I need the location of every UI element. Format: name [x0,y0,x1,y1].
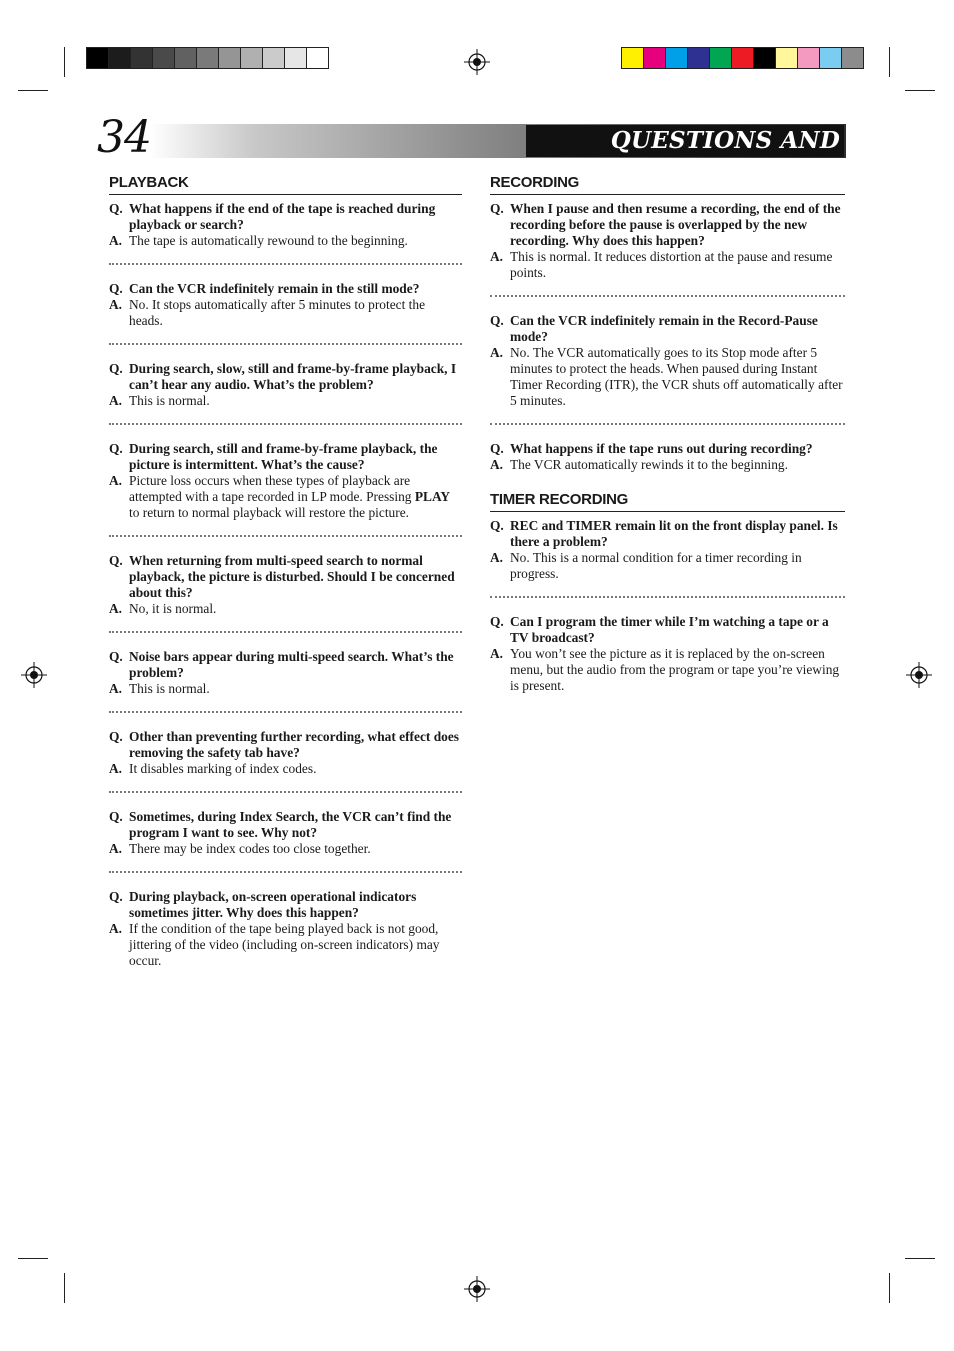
crop-mark [905,1258,935,1259]
question-text: What happens if the end of the tape is reached during playback or search? [129,201,436,232]
question-text: REC and TIMER remain lit on the front display panel. Is there a problem? [510,518,838,549]
question-text: Sometimes, during Index Search, the VCR can’t find the program I want to see. Why not? [129,809,452,840]
q-label: Q. [490,201,504,216]
gray-swatch [131,48,153,68]
crop-mark [889,1273,890,1303]
q-label: Q. [490,518,504,533]
qa-item [109,729,462,777]
question-text: Can the VCR indefinitely remain in the Record-Pause mode? [510,313,818,344]
answer-text: This is normal. [129,393,210,408]
color-swatch [622,48,644,68]
section-heading-playback: PLAYBACK [109,174,462,195]
question-text: During playback, on-screen operational indicators sometimes jitter. Why does this happen? [129,889,417,920]
gray-swatch [175,48,197,68]
answer-text: No. This is a normal condition for a timer recording in progress. [510,550,802,581]
a-label: A. [490,345,504,360]
answer-text: You won’t see the picture as it is replaced by the on-screen menu, but the audio from the program or tape you’re viewing is present. [510,646,840,693]
page-number: 34 [97,112,151,163]
dotted-divider [109,631,462,633]
a-label: A. [109,297,123,312]
a-label: A. [109,921,123,936]
gray-swatch [109,48,131,68]
q-label: Q. [109,441,123,456]
dotted-divider [109,871,462,873]
registration-mark-icon [464,1276,490,1302]
qa-item [490,441,845,473]
qa-item [109,361,462,409]
color-swatch [732,48,754,68]
gray-swatch [241,48,263,68]
q-label: Q. [109,729,123,744]
dotted-divider [109,791,462,793]
gray-swatch [197,48,219,68]
crop-mark [18,1258,48,1259]
answer-text: No. It stops automatically after 5 minutes to protect the heads. [129,297,426,328]
q-label: Q. [109,281,123,296]
a-label: A. [490,457,504,472]
q-label: Q. [109,809,123,824]
a-label: A. [109,681,123,696]
answer-text: The tape is automatically rewound to the beginning. [129,233,408,248]
page-title: QUESTIONS AND ANSWERS [526,125,844,157]
dotted-divider [490,295,845,297]
answer-text-part: to return to normal playback will restore the picture. [129,505,409,520]
color-swatch [666,48,688,68]
dotted-divider [109,535,462,537]
question-text: When returning from multi-speed search to normal playback, the picture is disturbed. Should I be concerned about this? [129,553,455,600]
dotted-divider [109,263,462,265]
color-swatch [710,48,732,68]
q-label: Q. [490,313,504,328]
registration-mark-icon [906,662,932,688]
play-button-name: PLAY [414,489,451,504]
gray-swatch [263,48,285,68]
qa-item [109,441,462,521]
crop-mark [18,90,48,91]
qa-item [490,201,845,281]
section-heading-recording: RECORDING [490,174,845,195]
qa-item [109,809,462,857]
a-label: A. [490,249,504,264]
color-swatch [776,48,798,68]
answer-text: The VCR automatically rewinds it to the beginning. [510,457,788,472]
question-text: Can I program the timer while I’m watching a tape or a TV broadcast? [510,614,829,645]
question-text: When I pause and then resume a recording, the end of the recording before the pause is overlapped by the new recording. Why does this happen? [510,201,841,248]
crop-mark [889,47,890,77]
question-text: What happens if the tape runs out during recording? [510,441,813,456]
qa-item [490,614,845,694]
q-label: Q. [109,553,123,568]
crop-mark [905,90,935,91]
answer-text: This is normal. It reduces distortion at the pause and resume points. [510,249,833,280]
gray-swatch [87,48,109,68]
a-label: A. [109,841,123,856]
gray-swatch [219,48,241,68]
a-label: A. [109,601,123,616]
dotted-divider [109,423,462,425]
qa-item [109,553,462,617]
crop-mark [64,47,65,77]
right-column [490,174,845,694]
registration-mark-icon [464,49,490,75]
qa-item [490,518,845,582]
color-swatch [754,48,776,68]
qa-item [109,281,462,329]
answer-text: No. The VCR automatically goes to its Stop mode after 5 minutes to protect the heads. When paused during Instant Timer Recording (ITR), the VCR shuts off automatically after 5 minutes. [510,345,843,408]
registration-mark-icon [21,662,47,688]
color-swatch [644,48,666,68]
answer-text: If the condition of the tape being played back is not good, jittering of the video (including on-screen indicators) may occur. [129,921,440,968]
color-swatch [798,48,820,68]
gray-swatch [285,48,307,68]
a-label: A. [109,233,123,248]
question-text: During search, still and frame-by-frame playback, the picture is intermittent. What’s the cause? [129,441,438,472]
grayscale-calibration-bar [86,47,329,69]
dotted-divider [490,423,845,425]
gray-swatch [307,48,328,68]
q-label: Q. [109,649,123,664]
q-label: Q. [490,441,504,456]
question-text: Noise bars appear during multi-speed search. What’s the problem? [129,649,454,680]
a-label: A. [109,761,123,776]
a-label: A. [490,646,504,661]
playback-section [109,174,462,969]
color-swatch [820,48,842,68]
dotted-divider [490,596,845,598]
question-text: Other than preventing further recording, what effect does removing the safety tab have? [129,729,460,760]
answer-text-part: Picture loss occurs when these types of playback are attempted with a tape recorded in LP mode. Pressing [129,473,415,504]
q-label: Q. [109,201,123,216]
q-label: Q. [109,889,123,904]
qa-item [490,313,845,409]
answer-text: This is normal. [129,681,210,696]
q-label: Q. [490,614,504,629]
section-heading-timer-recording: TIMER RECORDING [490,491,845,512]
question-text: Can the VCR indefinitely remain in the still mode? [129,281,420,296]
color-swatch [688,48,710,68]
dotted-divider [109,711,462,713]
gray-swatch [153,48,175,68]
dotted-divider [109,343,462,345]
question-text: During search, slow, still and frame-by-frame playback, I can’t hear any audio. What’s the problem? [129,361,457,392]
answer-text [129,473,462,521]
qa-item [109,201,462,249]
color-calibration-bar [621,47,864,69]
qa-item [109,889,462,969]
answer-text: No, it is normal. [129,601,217,616]
answer-text: It disables marking of index codes. [129,761,317,776]
qa-item [109,649,462,697]
q-label: Q. [109,361,123,376]
answer-text: There may be index codes too close together. [129,841,371,856]
a-label: A. [109,473,123,488]
color-swatch [842,48,863,68]
a-label: A. [490,550,504,565]
a-label: A. [109,393,123,408]
crop-mark [64,1273,65,1303]
